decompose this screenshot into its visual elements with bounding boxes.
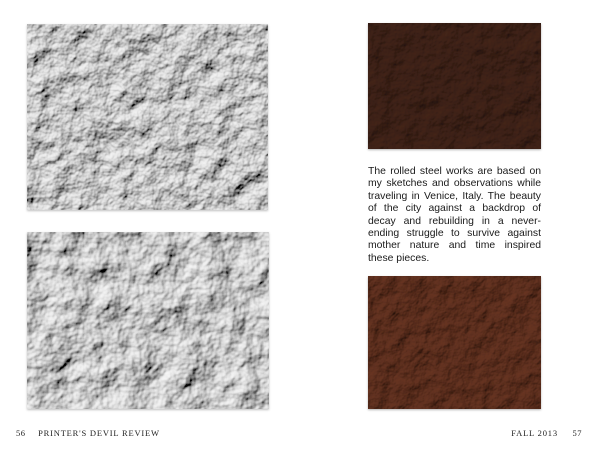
page-number: 57 (572, 428, 582, 438)
right-page (300, 0, 600, 450)
silver-steel-sheet-image (27, 232, 269, 409)
silver-steel-sheet-image (27, 24, 268, 210)
page-number: 56 (16, 428, 26, 438)
running-head: PRINTER'S DEVIL REVIEW (38, 428, 160, 438)
left-folio (16, 428, 160, 438)
running-head: FALL 2013 (511, 428, 558, 438)
rusted-steel-sheet-image (368, 23, 541, 149)
right-folio (511, 428, 582, 438)
rusted-steel-sheet-image (368, 276, 541, 409)
artwork-caption: The rolled steel works are based on my sketches and observations while traveling in Venice, Italy. The beauty of the city against a backdrop of decay and rebuilding in a never-ending struggle to survive against mother nature and time inspired these pieces. (368, 166, 541, 264)
